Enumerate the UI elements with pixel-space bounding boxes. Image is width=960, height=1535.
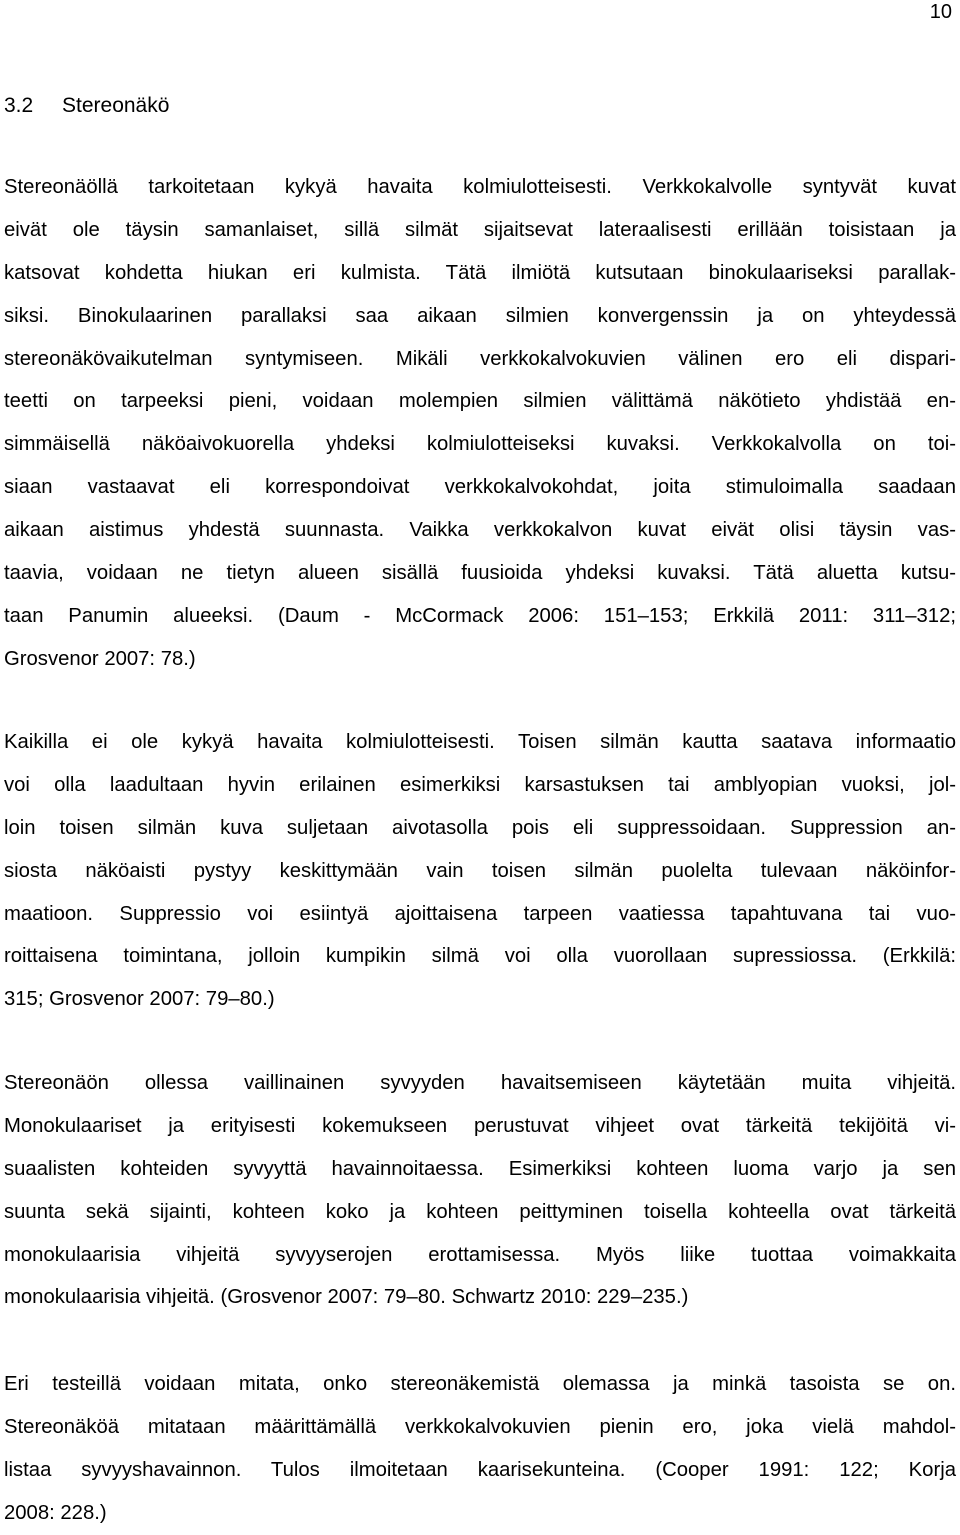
text-line: Stereonäön ollessa vaillinainen syvyyden havaitsemiseen käytetään muita vihjeitä. [4,1072,956,1094]
text-line: Grosvenor 2007: 78.) [4,647,196,670]
text-line: 315; Grosvenor 2007: 79–80.) [4,988,275,1011]
page-number: 10 [929,1,952,23]
section-number: 3.2 [4,94,34,117]
text-line: taavia, voidaan ne tietyn alueen sisällä fuusioida yhdeksi kuvaksi. Tätä aluetta kutsu- [4,562,956,585]
paragraph-suppression [4,721,956,1021]
text-line: maatioon. Suppressio voi esiintyä ajoittaisena tarpeen vaatiessa tapahtuvana tai vuo- [4,902,956,925]
paragraph-stereo-definition [4,166,956,681]
text-line: eivät ole täysin samanlaiset, sillä silmät sijaitsevat lateraalisesti erillään toisistaan ja [4,218,956,241]
paragraph-monocular-cues [4,1062,956,1319]
text-line: listaa syvyyshavainnon. Tulos ilmoitetaan kaarisekunteina. (Cooper 1991: 122; Korja [4,1458,956,1481]
text-line: Stereonäköä mitataan määrittämällä verkkokalvokuvien pienin ero, joka vielä mahdol- [4,1415,956,1438]
text-line: Stereonäöllä tarkoitetaan kykyä havaita kolmiulotteisesti. Verkkokalvolle syntyvät kuvat [4,176,956,198]
text-line: voi olla laadultaan hyvin erilainen esimerkiksi karsastuksen tai amblyopian vuoksi, jol- [4,773,956,796]
text-line: roittaisena toimintana, jolloin kumpikin silmä voi olla vuorollaan supressiossa. (Erkkilä: [4,945,956,968]
text-line: stereonäkövaikutelman syntymiseen. Mikäli verkkokalvokuvien välinen ero eli dispari- [4,347,956,370]
text-line: simmäisellä näköaivokuorella yhdeksi kolmiulotteiseksi kuvaksi. Verkkokalvolla on toi- [4,433,956,456]
text-line: siksi. Binokulaarinen parallaksi saa aikaan silmien konvergenssin ja on yhteydessä [4,304,956,327]
text-line: monokulaarisia vihjeitä syvyyserojen erottamisessa. Myös liike tuottaa voimakkaita [4,1243,956,1266]
text-line: Eri testeillä voidaan mitata, onko stereonäkemistä olemassa ja minkä tasoista se on. [4,1373,956,1395]
text-line: monokulaarisia vihjeitä. (Grosvenor 2007: 79–80. Schwartz 2010: 229–235.) [4,1286,689,1309]
text-line: loin toisen silmän kuva suljetaan aivotasolla pois eli suppressoidaan. Suppression an- [4,816,956,839]
text-line: suaalisten kohteiden syvyyttä havainnoitaessa. Esimerkiksi kohteen luoma varjo ja sen [4,1157,956,1180]
text-line: teetti on tarpeeksi pieni, voidaan molempien silmien välittämä näkötieto yhdistää en- [4,390,956,413]
text-line: siosta näköaisti pystyy keskittymään vain toisen silmän puolelta tulevaan näköinfor- [4,859,956,882]
text-line: 2008: 228.) [4,1501,107,1524]
text-line: suunta sekä sijainti, kohteen koko ja kohteen peittyminen toisella kohteella ovat tärkeitä [4,1200,956,1223]
text-line: katsovat kohdetta hiukan eri kulmista. Tätä ilmiötä kutsutaan binokulaariseksi parallak- [4,261,956,284]
paragraph-stereo-tests [4,1363,956,1535]
text-line: siaan vastaavat eli korrespondoivat verkkokalvokohdat, joita stimuloimalla saadaan [4,476,956,499]
text-line: Monokulaariset ja erityisesti kokemukseen perustuvat vihjeet ovat tärkeitä tekijöitä vi- [4,1114,956,1137]
text-line: Kaikilla ei ole kykyä havaita kolmiulotteisesti. Toisen silmän kautta saatava informaatio [4,731,956,753]
section-heading [4,92,169,120]
section-title: Stereonäkö [62,94,170,117]
text-line: taan Panumin alueeksi. (Daum - McCormack 2006: 151–153; Erkkilä 2011: 311–312; [4,604,956,627]
text-line: aikaan aistimus yhdestä suunnasta. Vaikka verkkokalvon kuvat eivät olisi täysin vas- [4,519,956,542]
